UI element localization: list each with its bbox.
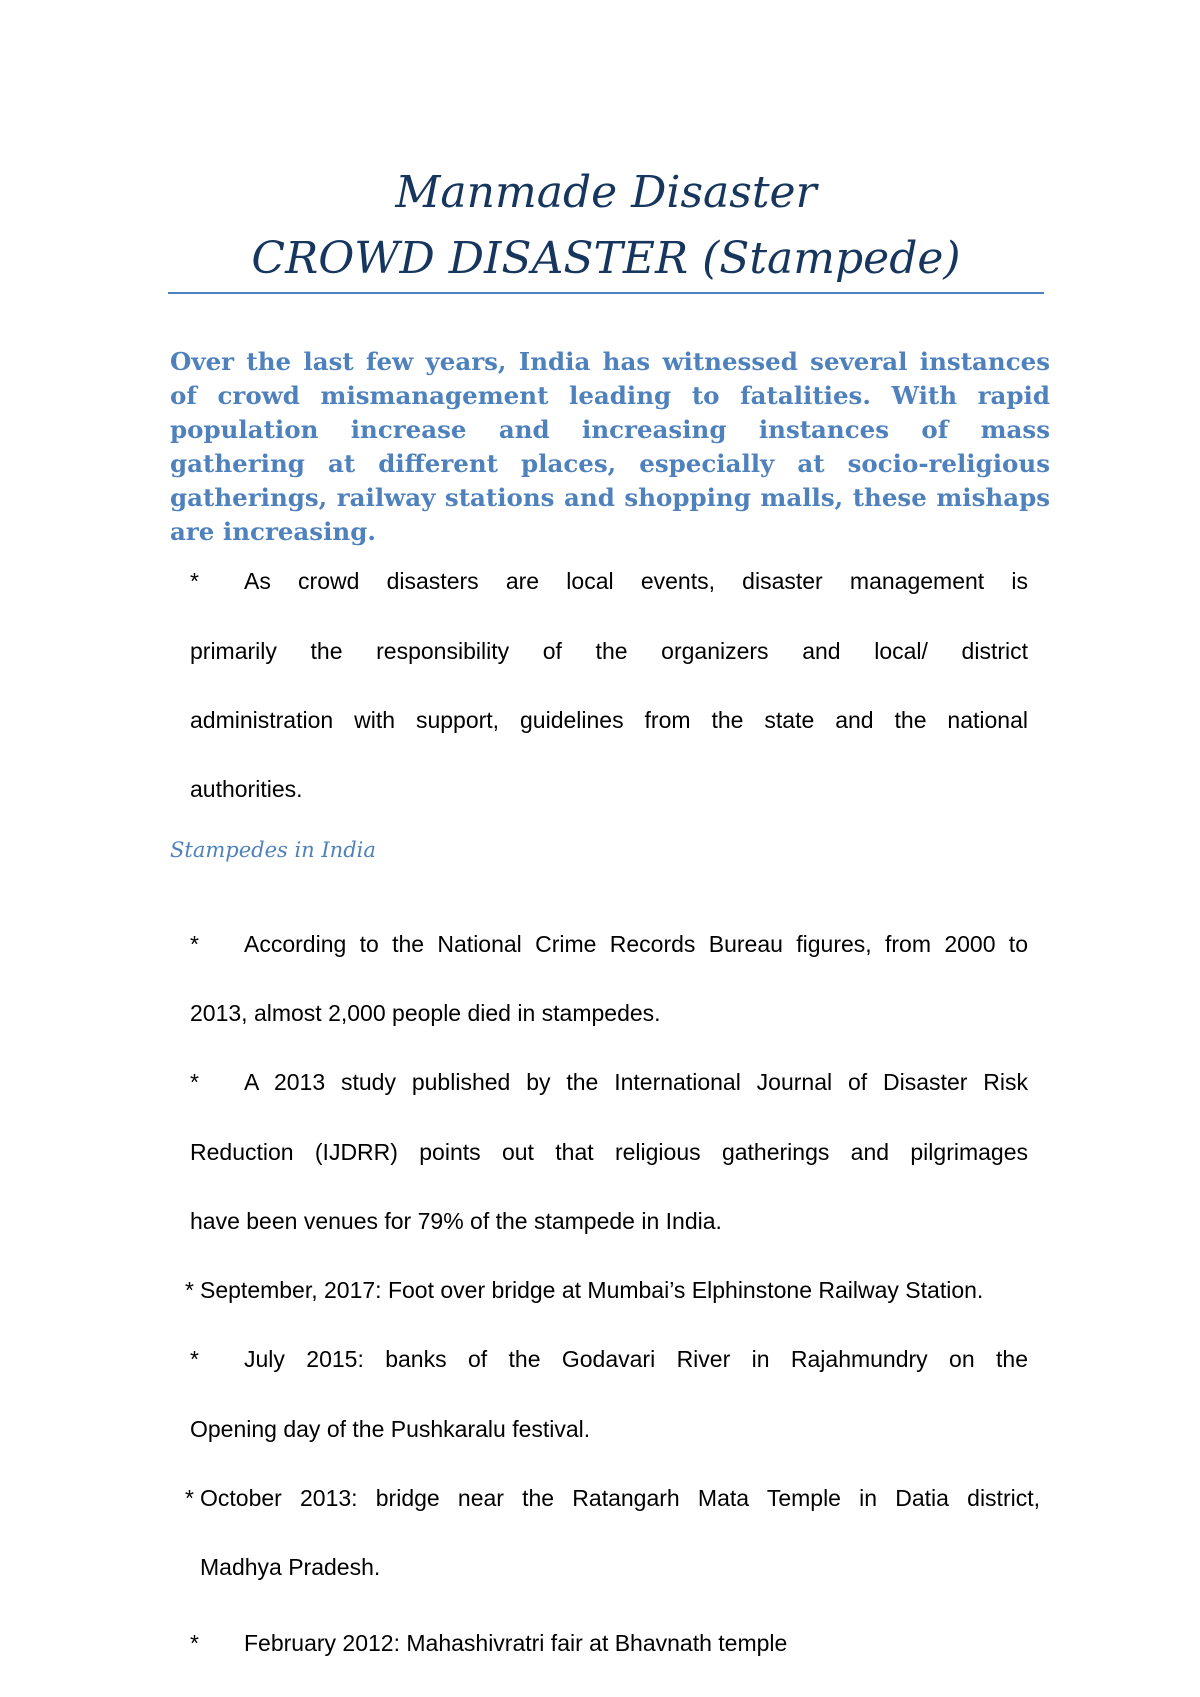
paragraph-line: administration with support, guidelines from the state and the national [190,707,1028,733]
bullet-marker: * [190,568,199,594]
paragraph-line: A 2013 study published by the International Journal of Disaster Risk [244,1069,1028,1095]
section-subheading: Stampedes in India [170,838,376,862]
paragraph-line: authorities. [190,776,303,802]
title-underline-rule [168,292,1044,294]
paragraph-line: February 2012: Mahashivratri fair at Bhavnath temple [244,1630,788,1656]
bullet-marker: * [190,931,199,957]
paragraph-line: Reduction (IJDRR) points out that religious gatherings and pilgrimages [190,1139,1028,1165]
paragraph-line: As crowd disasters are local events, disaster management is [244,568,1028,594]
bullet-marker: * [185,1485,194,1511]
paragraph-line: Opening day of the Pushkaralu festival. [190,1416,591,1442]
paragraph-line: have been venues for 79% of the stampede in India. [190,1208,722,1234]
paragraph-line: primarily the responsibility of the organizers and local/ district [190,638,1028,664]
bullet-marker: * [190,1346,199,1372]
title-line-2: CROWD DISASTER (Stampede) [251,233,961,284]
intro-paragraph: Over the last few years, India has witnessed several instances of crowd mismanagement leading to fatalities. With rapid population increase and increasing instances of mass gathering at different places, especially at socio-religious gatherings, railway stations and shopping malls, these mishaps are increasing. [170,347,1050,546]
paragraph-line: Madhya Pradesh. [200,1554,381,1580]
paragraph-line: September, 2017: Foot over bridge at Mumbai’s Elphinstone Railway Station. [200,1277,984,1303]
paragraph-line: October 2013: bridge near the Ratangarh Mata Temple in Datia district, [200,1485,1040,1511]
document-title [168,160,1044,292]
bullet-marker: * [190,1069,199,1095]
paragraph-line: According to the National Crime Records Bureau figures, from 2000 to [244,931,1028,957]
paragraph-line: July 2015: banks of the Godavari River in Rajahmundry on the [244,1346,1028,1372]
paragraph-line: 2013, almost 2,000 people died in stampedes. [190,1000,661,1026]
title-line-1: Manmade Disaster [395,167,817,218]
bullet-marker: * [190,1630,199,1656]
bullet-marker: * [185,1277,194,1303]
